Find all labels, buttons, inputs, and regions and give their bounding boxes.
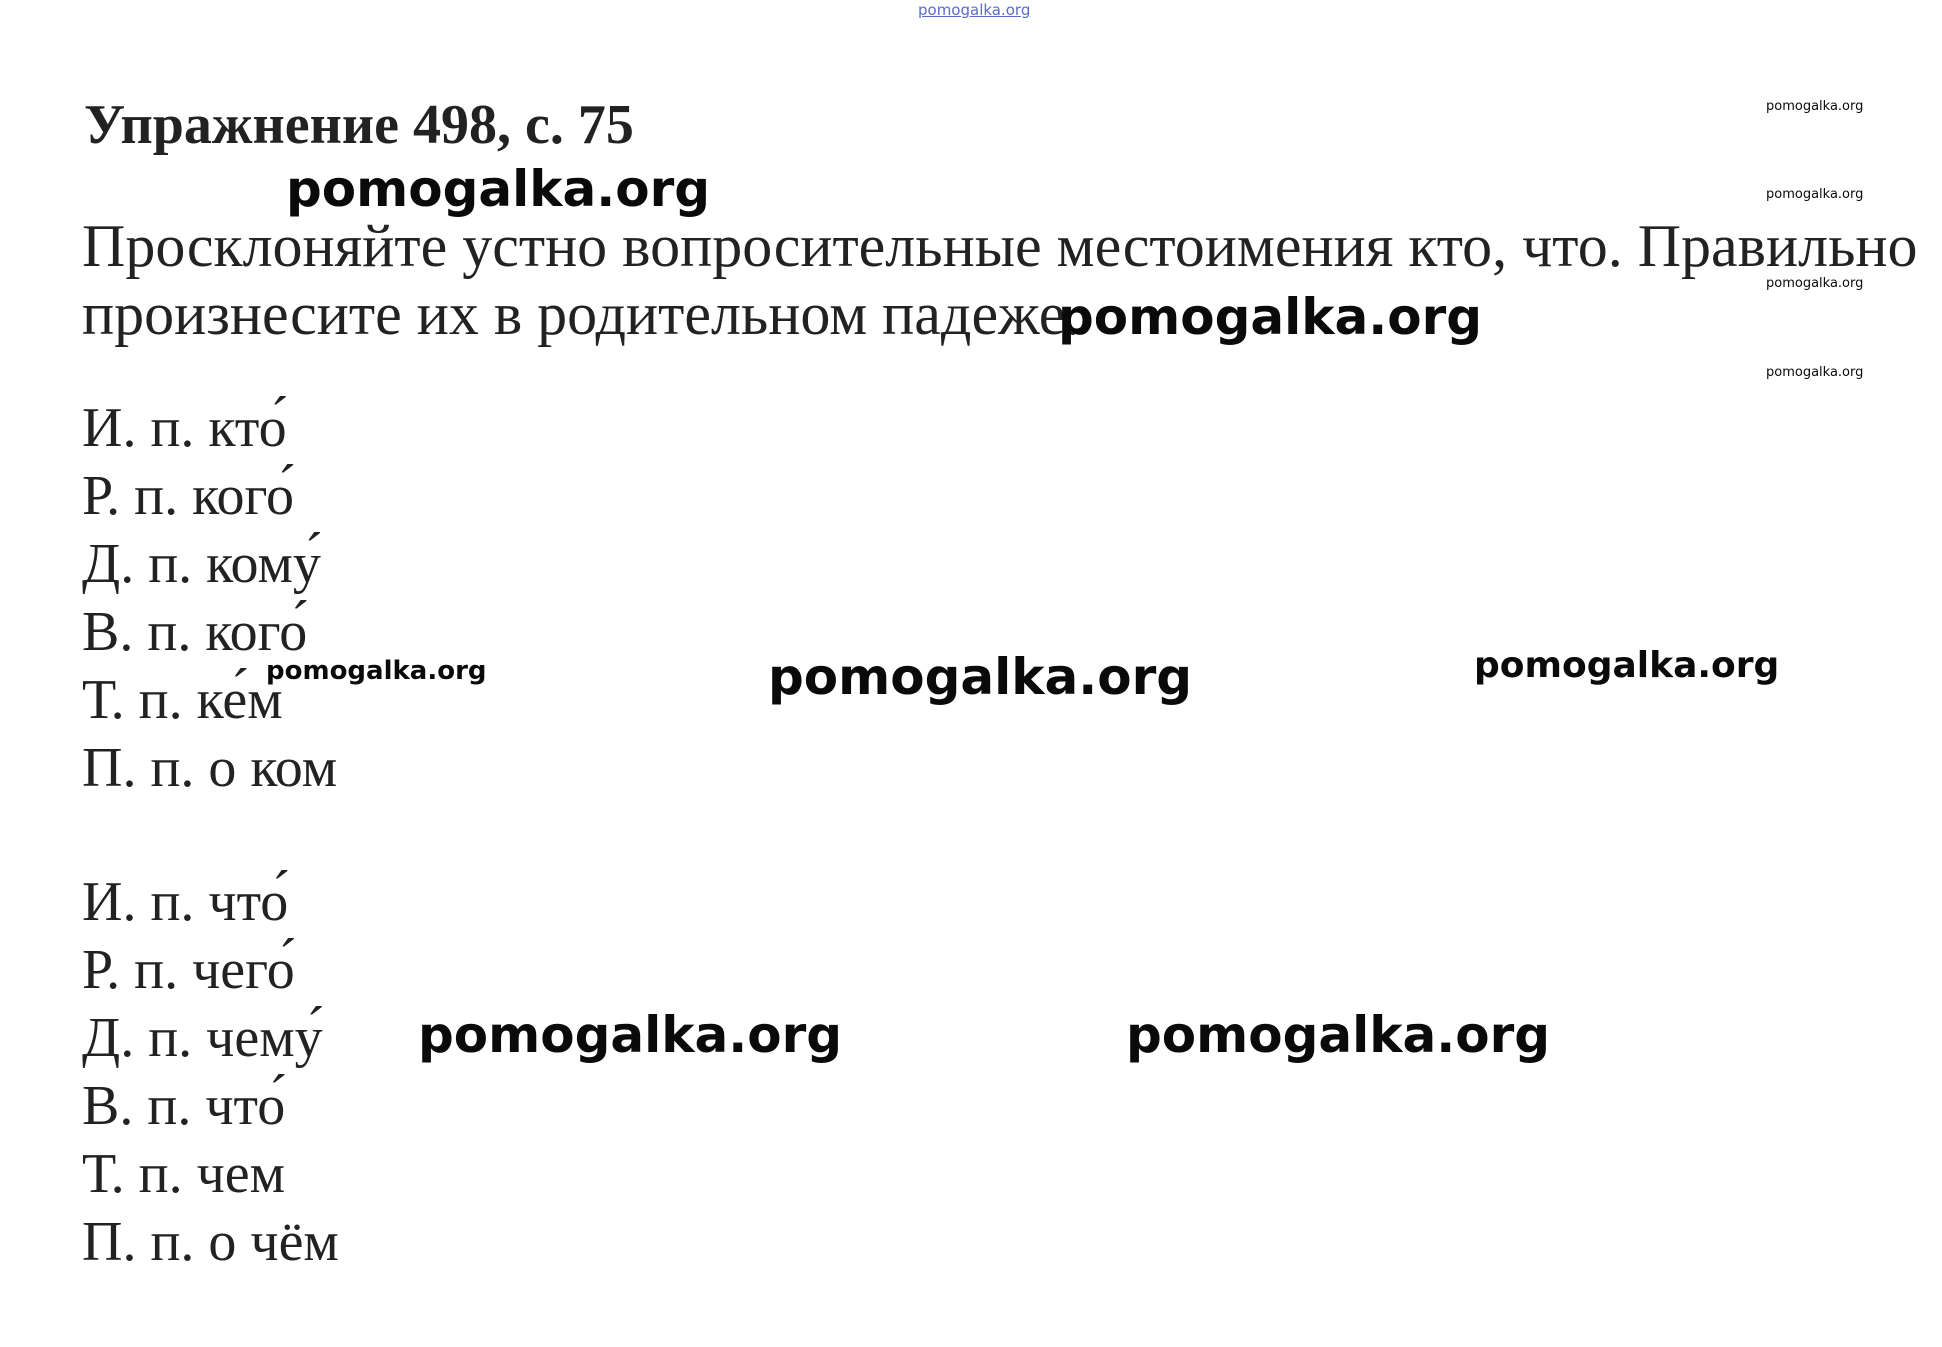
task-line-2: произнесите их в родительном падеже. <box>82 281 1081 347</box>
watermark-tiny: pomogalka.org <box>1766 276 1864 291</box>
watermark-tiny: pomogalka.org <box>1766 365 1864 380</box>
task-line-1: Просклоняйте устно вопросительные местоимения кто, что. Правильно <box>82 213 1918 279</box>
watermark-large: pomogalka.org <box>286 160 711 218</box>
declension-chto-nominative: И. п. что́ <box>82 871 289 933</box>
declension-kto-genitive: Р. п. кого́ <box>82 465 295 527</box>
watermark-large: pomogalka.org <box>1126 1006 1551 1064</box>
declension-chto-instrumental: Т. п. чем <box>82 1143 286 1205</box>
watermark-small: pomogalka.org <box>266 656 487 686</box>
declension-chto-dative: Д. п. чему́ <box>82 1007 323 1069</box>
declension-kto-accusative: В. п. кого́ <box>82 601 308 663</box>
watermark-top-link[interactable]: pomogalka.org <box>918 1 1031 19</box>
declension-kto-dative: Д. п. кому́ <box>82 533 321 595</box>
watermark-tiny: pomogalka.org <box>1766 187 1864 202</box>
declension-kto-list <box>82 394 337 802</box>
exercise-title: Упражнение 498, с. 75 <box>84 94 634 156</box>
declension-kto-prepositional: П. п. о ком <box>82 737 338 799</box>
watermark-large: pomogalka.org <box>418 1006 843 1064</box>
declension-chto-prepositional: П. п. о чём <box>82 1211 339 1273</box>
task-text <box>82 212 1918 348</box>
watermark-medium: pomogalka.org <box>1474 645 1780 686</box>
watermark-tiny: pomogalka.org <box>1766 99 1864 114</box>
declension-chto-list <box>82 868 339 1276</box>
declension-kto-nominative: И. п. кто́ <box>82 397 287 459</box>
declension-chto-accusative: В. п. что́ <box>82 1075 286 1137</box>
declension-chto-genitive: Р. п. чего́ <box>82 939 295 1001</box>
declension-kto-instrumental: Т. п. ке́м <box>82 669 283 731</box>
watermark-large: pomogalka.org <box>768 648 1193 706</box>
watermark-large: pomogalka.org <box>1058 288 1483 346</box>
